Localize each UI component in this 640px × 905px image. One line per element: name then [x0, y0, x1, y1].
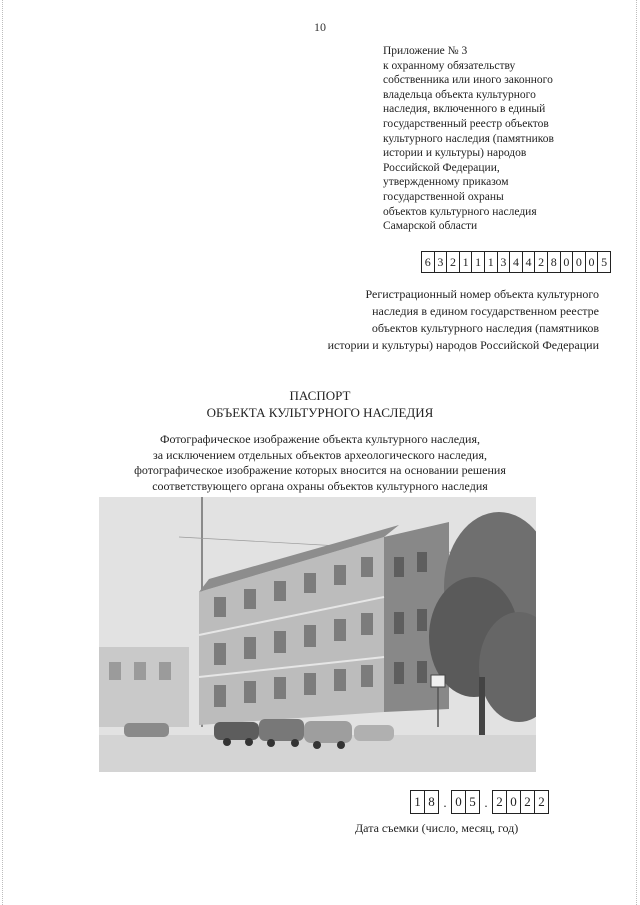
registration-digit: 6 — [422, 252, 435, 272]
appendix-line: собственника или иного законного — [383, 74, 553, 87]
photo-caption-line: за исключением отдельных объектов археологического наследия, — [153, 447, 487, 462]
registration-digit: 3 — [498, 252, 511, 272]
registration-caption-line: объектов культурного наследия (памятников — [371, 321, 599, 335]
shooting-date — [410, 790, 549, 814]
page-number: 10 — [314, 20, 326, 34]
passport-title-line2: ОБЪЕКТА КУЛЬТУРНОГО НАСЛЕДИЯ — [206, 405, 434, 420]
date-month-digit: 5 — [469, 794, 476, 809]
registration-digit: 1 — [472, 252, 485, 272]
date-year-digit: 2 — [521, 791, 535, 813]
appendix-line: Российской Федерации, — [383, 161, 500, 174]
appendix-line: утвержденному приказом — [383, 176, 509, 189]
appendix-line: государственный реестр объектов — [383, 117, 549, 130]
appendix-line: истории и культуры) народов — [383, 147, 527, 160]
registration-digit: 0 — [561, 252, 574, 272]
registration-number-boxes — [421, 251, 611, 273]
registration-digit: 8 — [548, 252, 561, 272]
photo-caption-line: соответствующего органа охраны объектов культурного наследия — [152, 479, 488, 494]
appendix-line: объектов культурного наследия — [383, 205, 537, 218]
registration-digit: 4 — [523, 252, 536, 272]
registration-digit: 2 — [447, 252, 460, 272]
registration-digit: 3 — [435, 252, 448, 272]
appendix-line: к охранному обязательству — [383, 59, 516, 72]
passport-title-line1: ПАСПОРТ — [289, 388, 351, 403]
appendix-line: государственной охраны — [383, 190, 504, 203]
registration-digit: 0 — [573, 252, 586, 272]
appendix-header — [383, 44, 603, 234]
date-month-boxes — [451, 790, 480, 814]
registration-digit: 0 — [586, 252, 599, 272]
date-year-digit: 2 — [538, 794, 545, 809]
registration-digit: 5 — [601, 255, 608, 269]
photo-caption — [0, 432, 640, 495]
appendix-line: культурного наследия (памятников — [383, 132, 554, 145]
date-separator: . — [484, 795, 488, 810]
building-illustration — [99, 497, 536, 772]
date-year-boxes — [492, 790, 549, 814]
photo-caption-line: фотографическое изображение которых вносится на основании решения — [134, 463, 506, 478]
registration-digit: 1 — [485, 252, 498, 272]
registration-caption-line: Регистрационный номер объекта культурного — [365, 287, 599, 301]
appendix-line: Приложение № 3 — [383, 45, 468, 57]
date-day-boxes — [410, 790, 439, 814]
registration-digit: 4 — [510, 252, 523, 272]
photo-caption-line: Фотографическое изображение объекта культурного наследия, — [160, 432, 480, 446]
date-year-digit: 0 — [507, 791, 521, 813]
appendix-line: владельца объекта культурного — [383, 88, 536, 101]
registration-digit: 1 — [460, 252, 473, 272]
shooting-date-caption: Дата съемки (число, месяц, год) — [355, 821, 519, 835]
registration-caption-line: истории и культуры) народов Российской Федерации — [327, 338, 599, 352]
heritage-building-photo — [99, 497, 536, 772]
date-separator: . — [443, 795, 447, 810]
registration-caption-line: наследия в едином государственном реестре — [372, 304, 599, 318]
date-day-digit: 1 — [411, 791, 425, 813]
registration-number-caption — [279, 286, 599, 354]
registration-digit: 2 — [535, 252, 548, 272]
date-month-digit: 0 — [452, 791, 466, 813]
appendix-line: наследия, включенного в единый — [383, 103, 546, 116]
passport-title — [0, 387, 640, 421]
appendix-line: Самарской области — [383, 220, 478, 233]
date-year-digit: 2 — [493, 791, 507, 813]
date-day-digit: 8 — [428, 794, 435, 809]
